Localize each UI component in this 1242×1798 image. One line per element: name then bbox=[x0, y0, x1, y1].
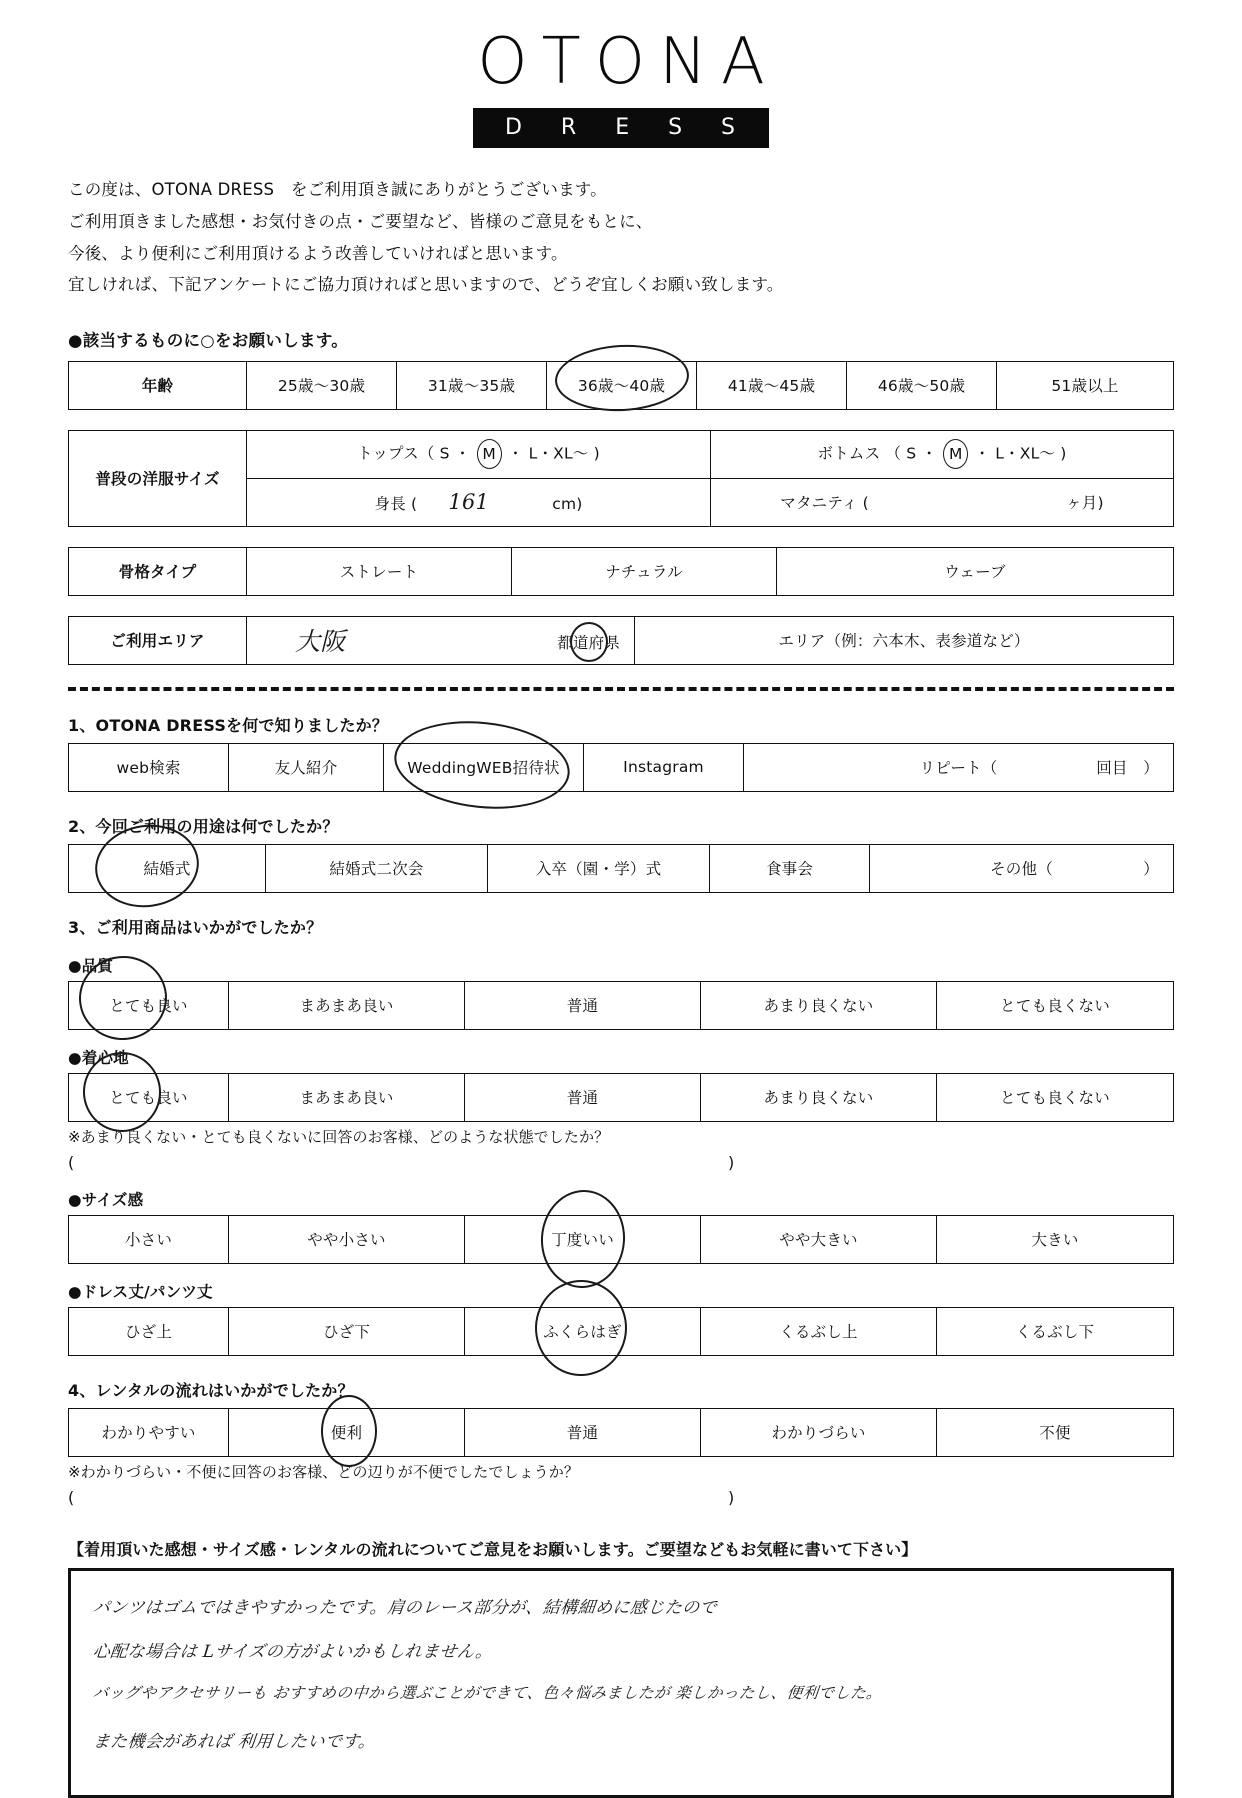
maternity-value bbox=[874, 494, 1066, 512]
skeleton-option-2[interactable]: ウェーブ bbox=[777, 547, 1174, 595]
q4-table bbox=[68, 1408, 1174, 1457]
comfort-option-2[interactable]: 普通 bbox=[465, 1073, 701, 1121]
q1-repeat-label: リピート（ bbox=[919, 759, 998, 778]
tops-prefix: トップス（ S ・ bbox=[357, 444, 471, 463]
q1-option-2-label: WeddingWEB招待状 bbox=[407, 759, 560, 778]
free-comment-title: 【着用頂いた感想・サイズ感・レンタルの流れについてご意見をお願いします。ご要望などもお気軽に書いて下さい】 bbox=[68, 1539, 918, 1559]
q1-repeat-suffix: 回目 ） bbox=[1096, 759, 1159, 778]
age-option-5[interactable]: 51歳以上 bbox=[997, 361, 1174, 409]
table-row bbox=[69, 743, 1174, 791]
tops-size-cell[interactable] bbox=[247, 430, 711, 478]
quality-option-0-label: とても良い bbox=[109, 997, 188, 1016]
q4-answer-line[interactable] bbox=[68, 1488, 1174, 1507]
q3-comfort-answer-close: ) bbox=[728, 1152, 735, 1172]
q4-option-0[interactable]: わかりやすい bbox=[69, 1408, 229, 1456]
table-row bbox=[69, 844, 1174, 892]
q1-option-0[interactable]: web検索 bbox=[69, 743, 229, 791]
tops-suffix: ・ L・XL～ ) bbox=[507, 444, 600, 463]
length-option-2[interactable] bbox=[465, 1307, 701, 1355]
height-cell[interactable] bbox=[247, 478, 711, 526]
maternity-label: マタニティ ( bbox=[780, 494, 869, 513]
instruction-text: ●該当するものに○をお願いします。 bbox=[68, 330, 349, 350]
q1-option-1[interactable]: 友人紹介 bbox=[229, 743, 384, 791]
age-option-4[interactable]: 46歳～50歳 bbox=[847, 361, 997, 409]
table-row bbox=[69, 430, 1174, 478]
q3-comfort-table bbox=[68, 1073, 1174, 1122]
brand-name: OTONA bbox=[477, 25, 779, 99]
brand-subname: D R E S S bbox=[473, 108, 769, 148]
brand-logo bbox=[0, 0, 1242, 148]
q2-title: 2、今回ご利用の用途は何でしたか？ bbox=[68, 816, 339, 836]
size-feel-option-2[interactable] bbox=[465, 1215, 701, 1263]
age-option-2[interactable] bbox=[547, 361, 697, 409]
table-row bbox=[69, 1307, 1174, 1355]
size-feel-option-1[interactable]: やや小さい bbox=[229, 1215, 465, 1263]
q3-length-table bbox=[68, 1307, 1174, 1356]
age-table bbox=[68, 361, 1174, 410]
size-feel-option-0[interactable]: 小さい bbox=[69, 1215, 229, 1263]
q3-comfort-answer-open: ( bbox=[68, 1152, 75, 1172]
comfort-option-3[interactable]: あまり良くない bbox=[701, 1073, 937, 1121]
comfort-option-0-label: とても良い bbox=[109, 1089, 188, 1108]
skeleton-row-label: 骨格タイプ bbox=[69, 547, 247, 595]
free-comment-line-2: 心配な場合は Lサイズの方がよいかもしれません。 bbox=[91, 1641, 494, 1662]
free-comment-line-4: また機会があれば 利用したいです。 bbox=[91, 1731, 377, 1752]
q1-title: 1、OTONA DRESSを何で知りましたか？ bbox=[68, 715, 389, 735]
height-unit: cm) bbox=[552, 495, 583, 514]
q1-repeat-cell[interactable] bbox=[744, 743, 1174, 791]
skeleton-type-table bbox=[68, 547, 1174, 596]
q4-option-3[interactable]: わかりづらい bbox=[701, 1408, 937, 1456]
intro-line-2: ご利用頂きました感想・お気付きの点・ご要望など、皆様のご意見をもとに、 bbox=[68, 211, 653, 231]
q4-option-4[interactable]: 不便 bbox=[937, 1408, 1174, 1456]
comfort-option-1[interactable]: まあまあ良い bbox=[229, 1073, 465, 1121]
q4-note: ※わかりづらい・不便に回答のお客様、どの辺りが不便でしたでしょうか？ bbox=[68, 1462, 579, 1481]
q1-option-3[interactable]: Instagram bbox=[584, 743, 744, 791]
bottoms-selected-size: M bbox=[943, 439, 968, 469]
age-option-3[interactable]: 41歳～45歳 bbox=[697, 361, 847, 409]
age-option-0[interactable]: 25歳～30歳 bbox=[247, 361, 397, 409]
q3-size-feel-label: ●サイズ感 bbox=[68, 1190, 144, 1209]
table-row bbox=[69, 361, 1174, 409]
table-row bbox=[69, 1408, 1174, 1456]
prefecture-cell[interactable] bbox=[247, 616, 635, 664]
age-option-1[interactable]: 31歳～35歳 bbox=[397, 361, 547, 409]
table-row bbox=[69, 547, 1174, 595]
size-feel-option-4[interactable]: 大きい bbox=[937, 1215, 1174, 1263]
skeleton-option-1[interactable]: ナチュラル bbox=[512, 547, 777, 595]
maternity-cell[interactable] bbox=[711, 478, 1174, 526]
intro-line-1: この度は、OTONA DRESS をご利用頂き誠にありがとうございます。 bbox=[68, 180, 607, 200]
q3-comfort-note: ※あまり良くない・とても良くないに回答のお客様、どのような状態でしたか？ bbox=[68, 1127, 610, 1146]
q2-other-cell[interactable] bbox=[870, 844, 1174, 892]
length-option-2-label: ふくらはぎ bbox=[543, 1323, 622, 1342]
q2-other-label: その他（ bbox=[990, 860, 1053, 879]
q3-quality-table bbox=[68, 981, 1174, 1030]
q4-option-1[interactable] bbox=[229, 1408, 465, 1456]
q4-option-1-label: 便利 bbox=[330, 1424, 363, 1443]
q2-table bbox=[68, 844, 1174, 893]
intro-paragraph bbox=[68, 174, 1242, 301]
q4-answer-open: ( bbox=[68, 1487, 75, 1507]
height-value: 161 bbox=[448, 490, 490, 515]
age-row-label: 年齢 bbox=[69, 361, 247, 409]
quality-option-2[interactable]: 普通 bbox=[465, 981, 701, 1029]
q2-option-2[interactable]: 入卒（園・学）式 bbox=[488, 844, 710, 892]
q3-comfort-label: ●着心地 bbox=[68, 1048, 129, 1067]
q1-option-2[interactable] bbox=[384, 743, 584, 791]
prefecture-written-value: 大阪 bbox=[295, 627, 346, 657]
q2-option-1[interactable]: 結婚式二次会 bbox=[266, 844, 488, 892]
length-option-4[interactable]: くるぶし下 bbox=[937, 1307, 1174, 1355]
length-option-0[interactable]: ひざ上 bbox=[69, 1307, 229, 1355]
skeleton-option-0[interactable]: ストレート bbox=[247, 547, 512, 595]
q4-option-2[interactable]: 普通 bbox=[465, 1408, 701, 1456]
quality-option-3[interactable]: あまり良くない bbox=[701, 981, 937, 1029]
q1-table bbox=[68, 743, 1174, 792]
q3-title: 3、ご利用商品はいかがでしたか？ bbox=[68, 917, 323, 937]
size-feel-option-2-label: 丁度いい bbox=[551, 1231, 614, 1250]
bottoms-suffix: ・ L・XL～ ) bbox=[974, 444, 1067, 463]
q2-option-3[interactable]: 食事会 bbox=[710, 844, 870, 892]
prefecture-label-text: 都道府県 bbox=[557, 633, 620, 652]
area-table bbox=[68, 616, 1174, 665]
q2-option-0-label: 結婚式 bbox=[143, 860, 191, 879]
size-feel-option-3[interactable]: やや大きい bbox=[701, 1215, 937, 1263]
area-example-cell[interactable] bbox=[635, 616, 1174, 664]
bottoms-size-cell[interactable] bbox=[711, 430, 1174, 478]
q3-comfort-answer-line[interactable] bbox=[68, 1153, 1174, 1172]
table-row bbox=[69, 1215, 1174, 1263]
age-option-2-label: 36歳～40歳 bbox=[577, 377, 666, 396]
q3-quality-label: ●品質 bbox=[68, 956, 114, 975]
q4-title: 4、レンタルの流れはいかがでしたか？ bbox=[68, 1380, 354, 1400]
length-option-3[interactable]: くるぶし上 bbox=[701, 1307, 937, 1355]
quality-option-4[interactable]: とても良くない bbox=[937, 981, 1174, 1029]
quality-option-0[interactable] bbox=[69, 981, 229, 1029]
tops-selected-size: M bbox=[477, 439, 502, 469]
q4-answer-close: ) bbox=[728, 1487, 735, 1507]
comfort-option-0[interactable] bbox=[69, 1073, 229, 1121]
clothing-size-table bbox=[68, 430, 1174, 527]
quality-option-1[interactable]: まあまあ良い bbox=[229, 981, 465, 1029]
free-comment-box[interactable] bbox=[68, 1568, 1174, 1798]
bottoms-prefix: ボトムス （ S ・ bbox=[817, 444, 938, 463]
intro-line-4: 宜しければ、下記アンケートにご協力頂ければと思いますので、どうぞ宜しくお願い致します。 bbox=[68, 275, 784, 295]
prefecture-label bbox=[557, 631, 620, 653]
comfort-option-4[interactable]: とても良くない bbox=[937, 1073, 1174, 1121]
height-label: 身長 ( bbox=[374, 495, 418, 514]
q3-size-feel-table bbox=[68, 1215, 1174, 1264]
q2-other-suffix: ） bbox=[1143, 860, 1159, 879]
maternity-unit: ヶ月) bbox=[1066, 494, 1104, 513]
free-comment-line-1: パンツはゴムではきやすかったです。肩のレース部分が、結構細めに感じたので bbox=[91, 1597, 718, 1618]
q2-option-0[interactable] bbox=[69, 844, 266, 892]
table-row bbox=[69, 981, 1174, 1029]
length-option-1[interactable]: ひざ下 bbox=[229, 1307, 465, 1355]
area-example-text: エリア（例：六本木、表参道など） bbox=[778, 632, 1030, 651]
q3-length-label: ●ドレス丈/パンツ丈 bbox=[68, 1282, 213, 1301]
table-row bbox=[69, 616, 1174, 664]
free-comment-line-3: バッグやアクセサリーも おすすめの中から選ぶことができて、色々悩みましたが 楽しかったし、便利でした。 bbox=[91, 1683, 883, 1702]
area-row-label: ご利用エリア bbox=[69, 616, 247, 664]
table-row bbox=[69, 1073, 1174, 1121]
intro-line-3: 今後、より便利にご利用頂けるよう改善していければと思います。 bbox=[68, 243, 568, 263]
section-divider bbox=[68, 687, 1174, 691]
clothing-size-row-label: 普段の洋服サイズ bbox=[69, 430, 247, 526]
